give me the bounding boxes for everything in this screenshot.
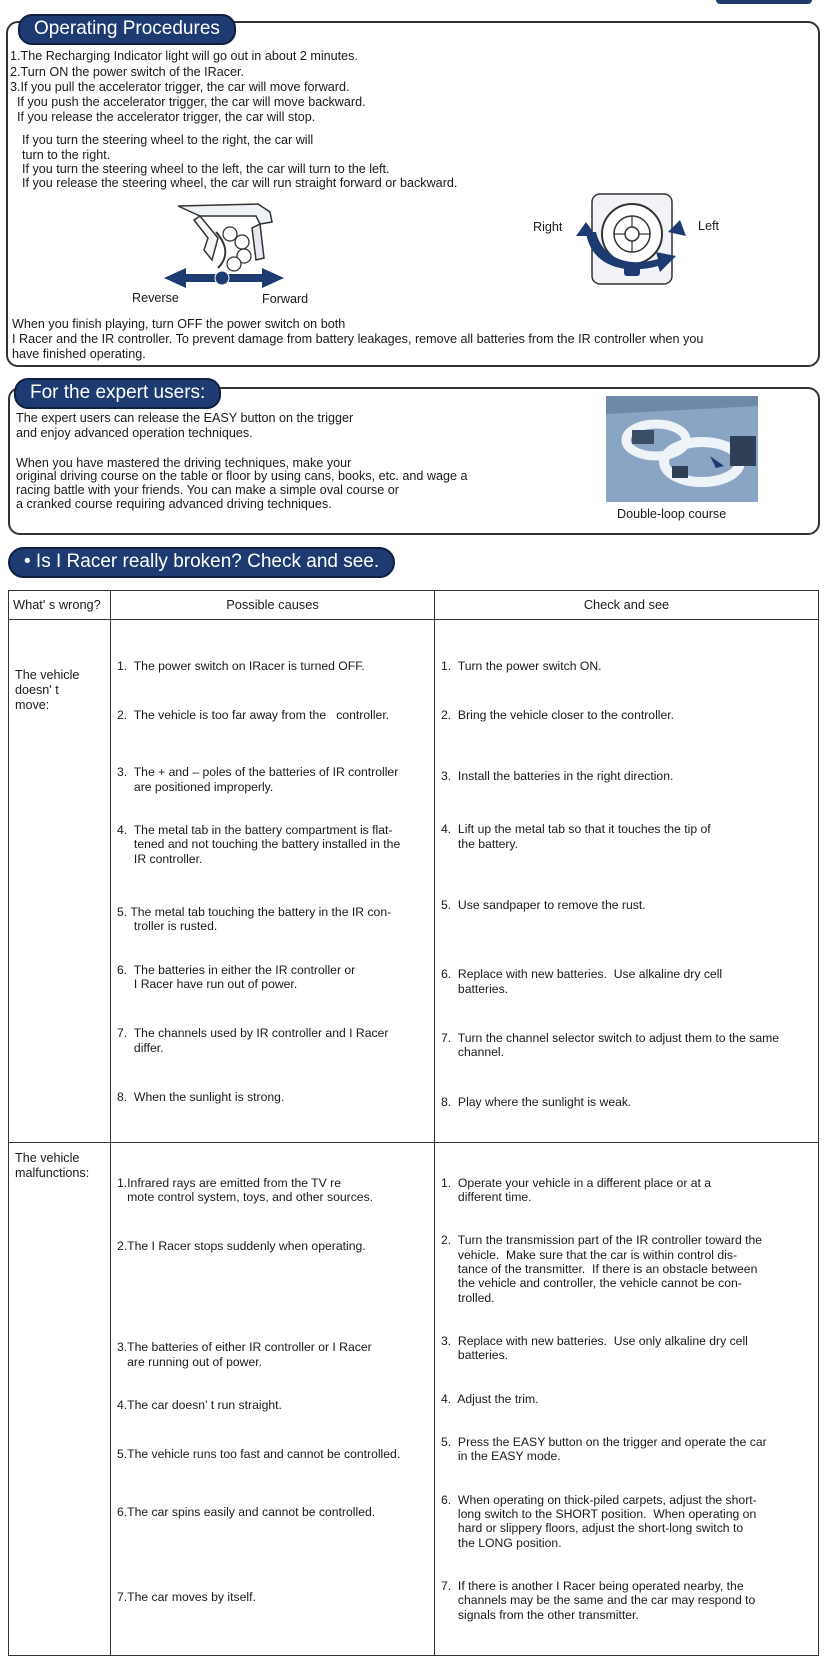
cause-item: 1. The power switch on IRacer is turned OFF. bbox=[117, 658, 365, 673]
table-row bbox=[9, 1142, 819, 1655]
col-header-check: Check and see bbox=[435, 591, 819, 620]
troubleshooting-heading: • Is I Racer really broken? Check and see. bbox=[8, 547, 395, 578]
right-label: Right bbox=[533, 220, 563, 234]
forward-label: Forward bbox=[262, 292, 309, 306]
steer-line-4: If you release the steering wheel, the car will run straight forward or backward. bbox=[22, 176, 458, 190]
double-loop-course-photo bbox=[606, 396, 758, 502]
expert-para1-line-1: The expert users can release the EASY button on the trigger bbox=[16, 411, 354, 425]
op-line-1: 1.The Recharging Indicator light will go out in about 2 minutes. bbox=[10, 49, 358, 63]
cause-item: 3. The + and – poles of the batteries of IR controller are positioned improperly. bbox=[117, 765, 399, 794]
expert-para2-line-4: a cranked course requiring advanced driving techniques. bbox=[16, 497, 332, 511]
finish-line-2: I Racer and the IR controller. To prevent damage from battery leakages, remove all batteries from the IR controller when you bbox=[12, 332, 704, 346]
check-item: 3. Install the batteries in the right direction. bbox=[441, 769, 674, 784]
left-label: Left bbox=[698, 219, 720, 233]
steering-wheel-illustration bbox=[572, 192, 692, 288]
steer-line-3: If you turn the steering wheel to the left, the car will turn to the left. bbox=[22, 162, 390, 176]
check-item: 6. Replace with new batteries. Use alkaline dry cell batteries. bbox=[441, 967, 723, 996]
causes-cell bbox=[111, 620, 435, 1143]
causes-cell bbox=[111, 1142, 435, 1655]
cause-item: 1.Infrared rays are emitted from the TV re mote control system, toys, and other sources. bbox=[117, 1175, 374, 1204]
checks-cell bbox=[435, 620, 819, 1143]
operating-procedures-heading: Operating Procedures bbox=[18, 14, 236, 45]
problem-text: The vehicle doesn' t move: bbox=[15, 668, 80, 712]
problem-text: The vehicle malfunctions: bbox=[15, 1150, 90, 1180]
check-item: 3. Replace with new batteries. Use only alkaline dry cell batteries. bbox=[441, 1334, 748, 1363]
table-header-row bbox=[9, 591, 819, 620]
cause-item: 4.The car doesn' t run straight. bbox=[117, 1398, 282, 1413]
steer-line-1: If you turn the steering wheel to the right, the car will bbox=[22, 133, 314, 147]
check-item: 5. Use sandpaper to remove the rust. bbox=[441, 898, 646, 913]
problem-cell bbox=[9, 1142, 111, 1655]
cause-item: 7.The car moves by itself. bbox=[117, 1589, 256, 1604]
op-line-5: If you release the accelerator trigger, the car will stop. bbox=[10, 110, 316, 124]
cause-item: 5. The metal tab touching the battery in the IR con- troller is rusted. bbox=[117, 904, 392, 934]
page-corner-tab bbox=[716, 0, 812, 4]
cause-item: 8. When the sunlight is strong. bbox=[117, 1089, 285, 1104]
expert-para2-line-1: When you have mastered the driving techniques, make your bbox=[16, 456, 352, 470]
col-header-wrong: What' s wrong? bbox=[9, 591, 111, 620]
check-item: 7. Turn the channel selector switch to adjust them to the same channel. bbox=[441, 1030, 780, 1060]
expert-para2-line-3: racing battle with your friends. You can make a simple oval course or bbox=[16, 483, 399, 497]
cause-item: 6. The batteries in either the IR controller or I Racer have run out of power. bbox=[117, 962, 356, 991]
steer-line-2: turn to the right. bbox=[22, 148, 111, 162]
problem-cell bbox=[9, 620, 111, 1143]
check-item: 4. Adjust the trim. bbox=[441, 1391, 539, 1406]
cause-item: 7. The channels used by IR controller and I Racer differ. bbox=[117, 1026, 389, 1055]
troubleshooting-table bbox=[8, 590, 819, 1656]
check-item: 8. Play where the sunlight is weak. bbox=[441, 1094, 632, 1109]
cause-item: 2.The I Racer stops suddenly when operating. bbox=[117, 1239, 366, 1254]
expert-para2-line-2: original driving course on the table or floor by using cans, books, etc. and wage a bbox=[16, 469, 468, 483]
cause-item: 2. The vehicle is too far away from the controller. bbox=[117, 708, 390, 723]
op-line-3: 3.If you pull the accelerator trigger, the car will move forward. bbox=[10, 80, 350, 94]
cause-item: 5.The vehicle runs too fast and cannot be controlled. bbox=[117, 1447, 401, 1462]
expert-users-heading: For the expert users: bbox=[14, 378, 221, 409]
check-item: 1. Operate your vehicle in a different place or at a different time. bbox=[441, 1175, 712, 1204]
check-item: 4. Lift up the metal tab so that it touches the tip of the battery. bbox=[441, 822, 711, 851]
check-item: 2. Turn the transmission part of the IR controller toward the vehicle. Make sure that the car is within control dis- tance of the transmitter. If there is an obstacle between the vehicle and controller, the vehicle cannot be con- trolled. bbox=[441, 1233, 763, 1305]
trigger-illustration bbox=[160, 198, 290, 290]
check-item: 6. When operating on thick-piled carpets, adjust the short- long switch to the SHORT position. When operating on hard or slippery floors, adjust the short-long switch to the LONG position. bbox=[441, 1492, 757, 1550]
cause-item: 4. The metal tab in the battery compartment is flat- tened and not touching the battery installed in the IR controller. bbox=[117, 822, 401, 866]
table-row bbox=[9, 620, 819, 1143]
check-item: 7. If there is another I Racer being operated nearby, the channels may be the same and the car may respond to signals from the other transmitter. bbox=[441, 1578, 756, 1622]
op-line-4: If you push the accelerator trigger, the car will move backward. bbox=[10, 95, 366, 109]
reverse-label: Reverse bbox=[132, 291, 179, 305]
cause-item: 6.The car spins easily and cannot be controlled. bbox=[117, 1504, 376, 1519]
op-line-2: 2.Turn ON the power switch of the IRacer. bbox=[10, 65, 245, 79]
photo-caption: Double-loop course bbox=[617, 507, 727, 521]
cause-item: 3.The batteries of either IR controller or I Racer are running out of power. bbox=[117, 1340, 372, 1369]
finish-line-3: have finished operating. bbox=[12, 347, 146, 361]
finish-line-1: When you finish playing, turn OFF the power switch on both bbox=[12, 317, 346, 331]
checks-cell bbox=[435, 1142, 819, 1655]
col-header-causes: Possible causes bbox=[111, 591, 435, 620]
check-item: 2. Bring the vehicle closer to the controller. bbox=[441, 708, 675, 723]
expert-para1-line-2: and enjoy advanced operation techniques. bbox=[16, 426, 253, 440]
check-item: 1. Turn the power switch ON. bbox=[441, 658, 602, 673]
check-item: 5. Press the EASY button on the trigger and operate the car in the EASY mode. bbox=[441, 1434, 767, 1464]
